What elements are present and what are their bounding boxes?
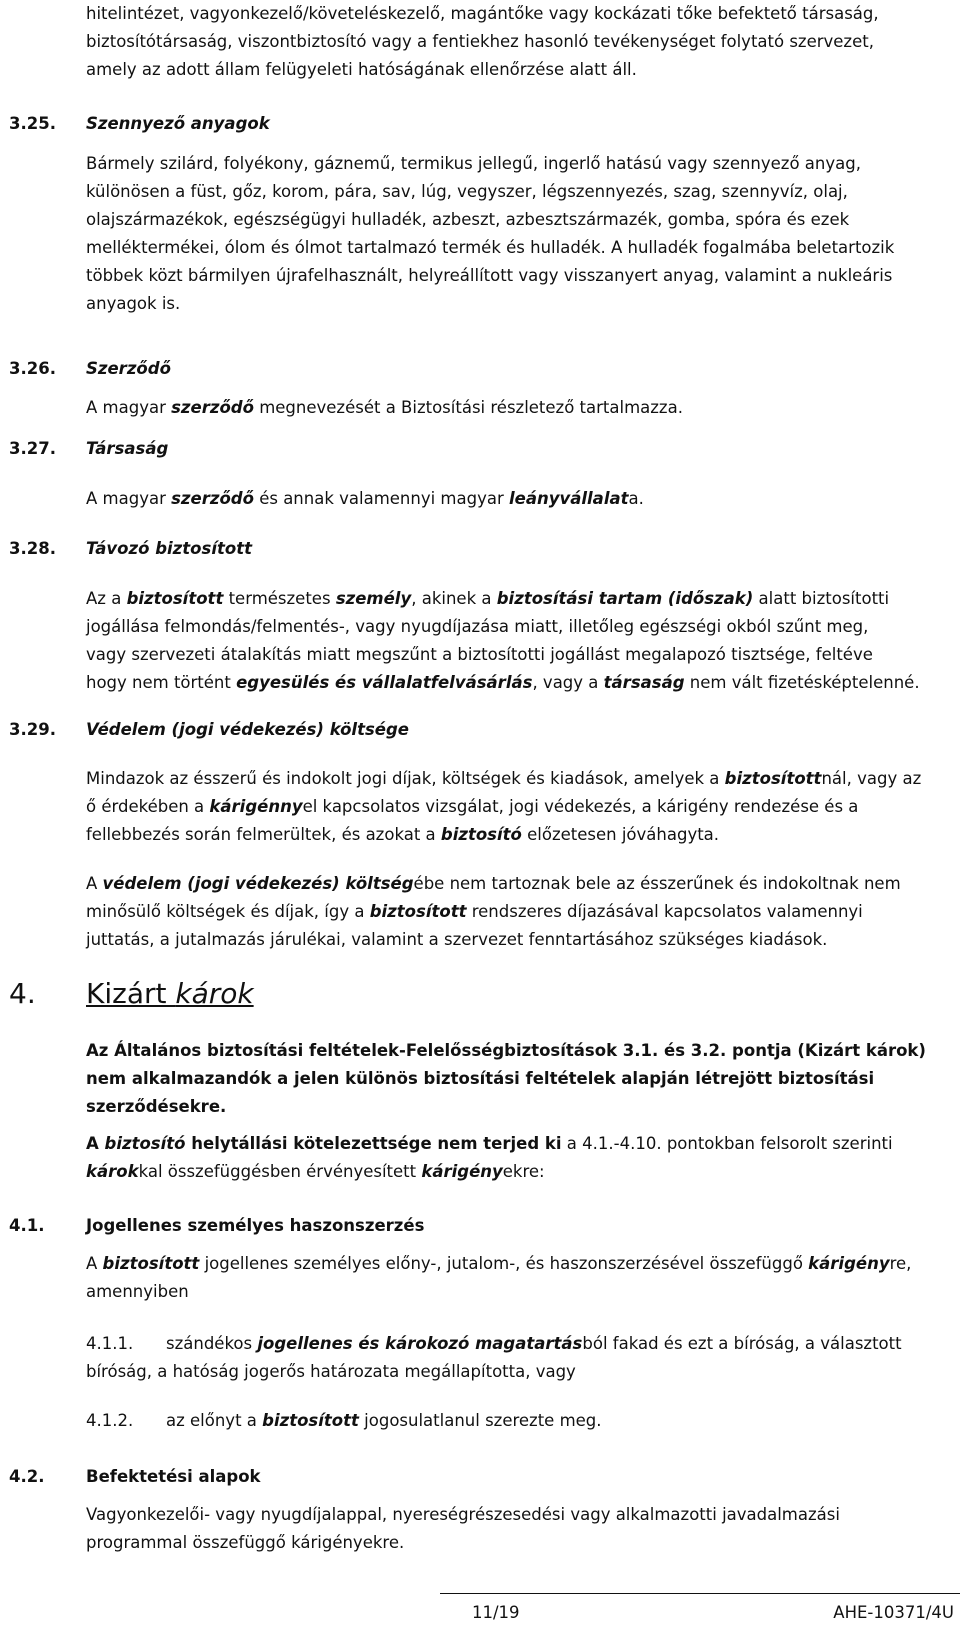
text-run: el kapcsolatos vizsgálat, jogi védekezés, a kárigény rendezése és a [302,797,859,816]
section-title: Társaság [86,439,169,458]
defined-term: biztosított [369,902,467,921]
defined-term: jogellenes és károkozó magatartás [257,1334,583,1353]
text-run: előzetesen jóváhagyta. [521,825,720,844]
body-line: nem alkalmazandók a jelen különös biztosítási feltételek alapján létrejött biztosítási [86,1069,875,1088]
section-body [86,870,952,954]
section-body [86,1250,952,1306]
chapter-intro [86,1130,952,1186]
subsection-number: 4.1. [9,1216,45,1235]
defined-term: kárigény [808,1254,890,1273]
body-line: különösen a füst, gőz, korom, pára, sav, lúg, vegyszer, légszennyezés, szag, szennyvíz, olaj, [86,182,848,201]
body-line: melléktermékei, ólom és ólmot tartalmazó termék és hulladék. A hulladék fogalmába beletartozik [86,238,895,257]
text-run: ébe nem tartoznak bele az ésszerűnek és indokoltnak nem [413,874,901,893]
defined-term: kárigény [421,1162,503,1181]
defined-term: kárigénny [209,797,303,816]
text-run: rendszeres díjazásával kapcsolatos valamennyi [466,902,863,921]
defined-term: személy [335,589,412,608]
text-run: és annak valamennyi magyar [253,489,509,508]
text-run: ekre: [502,1162,545,1181]
text-run: A magyar [86,398,172,417]
list-item-number: 4.1.1. [86,1334,134,1353]
text-run: a 4.1.-4.10. pontokban felsorolt szerinti [561,1134,893,1153]
text-run: Kizárt [86,977,176,1010]
body-line [86,585,952,613]
text-run: A magyar [86,489,172,508]
section-body [86,150,952,318]
text-run: nem vált fizetésképtelenné. [684,673,920,692]
text-run: kal összefüggésben érvényesített [138,1162,422,1181]
body-line [86,1158,952,1186]
text-run: minősülő költségek és díjak, így a [86,902,370,921]
section-body [86,1501,952,1557]
text-run: az előnyt a [166,1411,263,1430]
section-title: Védelem (jogi védekezés) költsége [86,720,409,739]
section-body [86,585,952,697]
text-run: A [86,1254,103,1273]
section-body [86,765,952,849]
body-line [86,669,952,697]
text-run: ból fakad és ezt a bíróság, a választott [582,1334,902,1353]
section-number: 3.29. [9,720,56,739]
chapter-intro [86,1037,952,1121]
defined-term: károk [175,977,254,1010]
body-line: jogállása felmondás/felmentés-, vagy nyugdíjazása miatt, illetőleg egészségi okból szűnt meg, [86,617,869,636]
text-run: jogosulatlanul szerezte meg. [358,1411,602,1430]
text-run: helytállási kötelezettsége nem terjed ki [185,1134,562,1153]
body-line: amennyiben [86,1282,189,1301]
list-item [166,1407,952,1435]
section-number: 3.25. [9,114,56,133]
chapter-number: 4. [9,977,36,1010]
page-number: 11/19 [472,1603,520,1622]
body-line: Az Általános biztosítási feltételek-Felelősségbiztosítások 3.1. és 3.2. pontja (Kizárt károk) [86,1041,926,1060]
section-number: 3.27. [9,439,56,458]
section-number: 3.28. [9,539,56,558]
defined-term: leányvállalat [509,489,629,508]
list-item [86,1330,952,1386]
subsection-title: Befektetési alapok [86,1467,261,1486]
text-run: természetes [223,589,336,608]
defined-term: egyesülés és vállalatfelvásárlás [236,673,533,692]
defined-term: biztosított [126,589,224,608]
document-code: AHE-10371/4U [833,1603,954,1622]
defined-term: biztosítási tartam (időszak) [496,589,754,608]
defined-term: társaság [603,673,685,692]
body-line: Vagyonkezelői- vagy nyugdíjalappal, nyereségrészesedési vagy alkalmazotti javadalmazási [86,1505,840,1524]
text-run: Az a [86,589,127,608]
body-line: szerződésekre. [86,1097,227,1116]
intro-paragraph [86,0,952,84]
section-title: Távozó biztosított [86,539,252,558]
defined-term: védelem (jogi védekezés) költség [102,874,414,893]
defined-term: biztosító [104,1134,186,1153]
body-line [86,898,952,926]
defined-term: biztosított [262,1411,359,1430]
defined-term: károk [86,1162,139,1181]
text-run: re, [889,1254,912,1273]
body-line: bíróság, a hatóság jogerős határozata megállapította, vagy [86,1362,576,1381]
defined-term: biztosított [102,1254,200,1273]
text-run: Mindazok az ésszerű és indokolt jogi díjak, költségek és kiadások, amelyek a [86,769,725,788]
defined-term: biztosító [440,825,522,844]
text-run: a. [628,489,644,508]
section-title: Szennyező anyagok [86,114,270,133]
text-run: , vagy a [532,673,604,692]
intro-line: amely az adott állam felügyeleti hatóságának ellenőrzése alatt áll. [86,60,637,79]
body-line: programmal összefüggő kárigényekre. [86,1533,405,1552]
defined-term: szerződő [171,489,254,508]
chapter-title [86,976,254,1012]
section-body [86,485,952,513]
section-title: Szerződő [86,359,171,378]
body-line [86,870,952,898]
body-line: juttatás, a jutalmazás járulékai, valamint a szervezet fenntartásához szükséges kiadások. [86,930,828,949]
footer-divider [440,1593,960,1594]
text-run: jogellenes személyes előny-, jutalom-, és haszonszerzésével összefüggő [199,1254,809,1273]
text-run: nál, vagy az [821,769,922,788]
text-run: A [86,874,103,893]
text-run: ő érdekében a [86,797,210,816]
intro-line: hitelintézet, vagyonkezelő/követeléskezelő, magántőke vagy kockázati tőke befektető társaság, [86,4,879,23]
body-line: többek közt bármilyen újrafelhasznált, helyreállított vagy visszanyert anyag, valamint a nukleáris [86,266,893,285]
list-item-number: 4.1.2. [86,1411,134,1430]
text-run: megnevezését a Biztosítási részletező tartalmazza. [253,398,683,417]
body-line: anyagok is. [86,294,181,313]
body-line: vagy szervezeti átalakítás miatt megszűnt a biztosítotti jogállást megalapozó tisztsége, feltéve [86,645,873,664]
body-line: Bármely szilárd, folyékony, gáznemű, termikus jellegű, ingerlő hatású vagy szennyező anyag, [86,154,861,173]
defined-term: szerződő [171,398,254,417]
text-run: alatt biztosítotti [753,589,890,608]
text-run: A [86,1134,105,1153]
defined-term: biztosított [724,769,822,788]
text-run: , akinek a [411,589,497,608]
section-body [86,394,952,422]
body-line: olajszármazékok, egészségügyi hulladék, azbeszt, azbesztszármazék, gomba, spóra és ezek [86,210,850,229]
intro-line: biztosítótársaság, viszontbiztosító vagy a fentiekhez hasonló tevékenységet folytató szervezet, [86,32,874,51]
body-line [86,1130,952,1158]
body-line [86,1330,952,1358]
text-run: hogy nem történt [86,673,237,692]
subsection-title: Jogellenes személyes haszonszerzés [86,1216,425,1235]
body-line [86,1250,952,1278]
body-line [86,765,952,793]
text-run: szándékos [166,1334,258,1353]
body-line [86,793,952,821]
body-line [86,821,952,849]
section-number: 3.26. [9,359,56,378]
subsection-number: 4.2. [9,1467,45,1486]
text-run: fellebbezés során felmerültek, és azokat a [86,825,441,844]
